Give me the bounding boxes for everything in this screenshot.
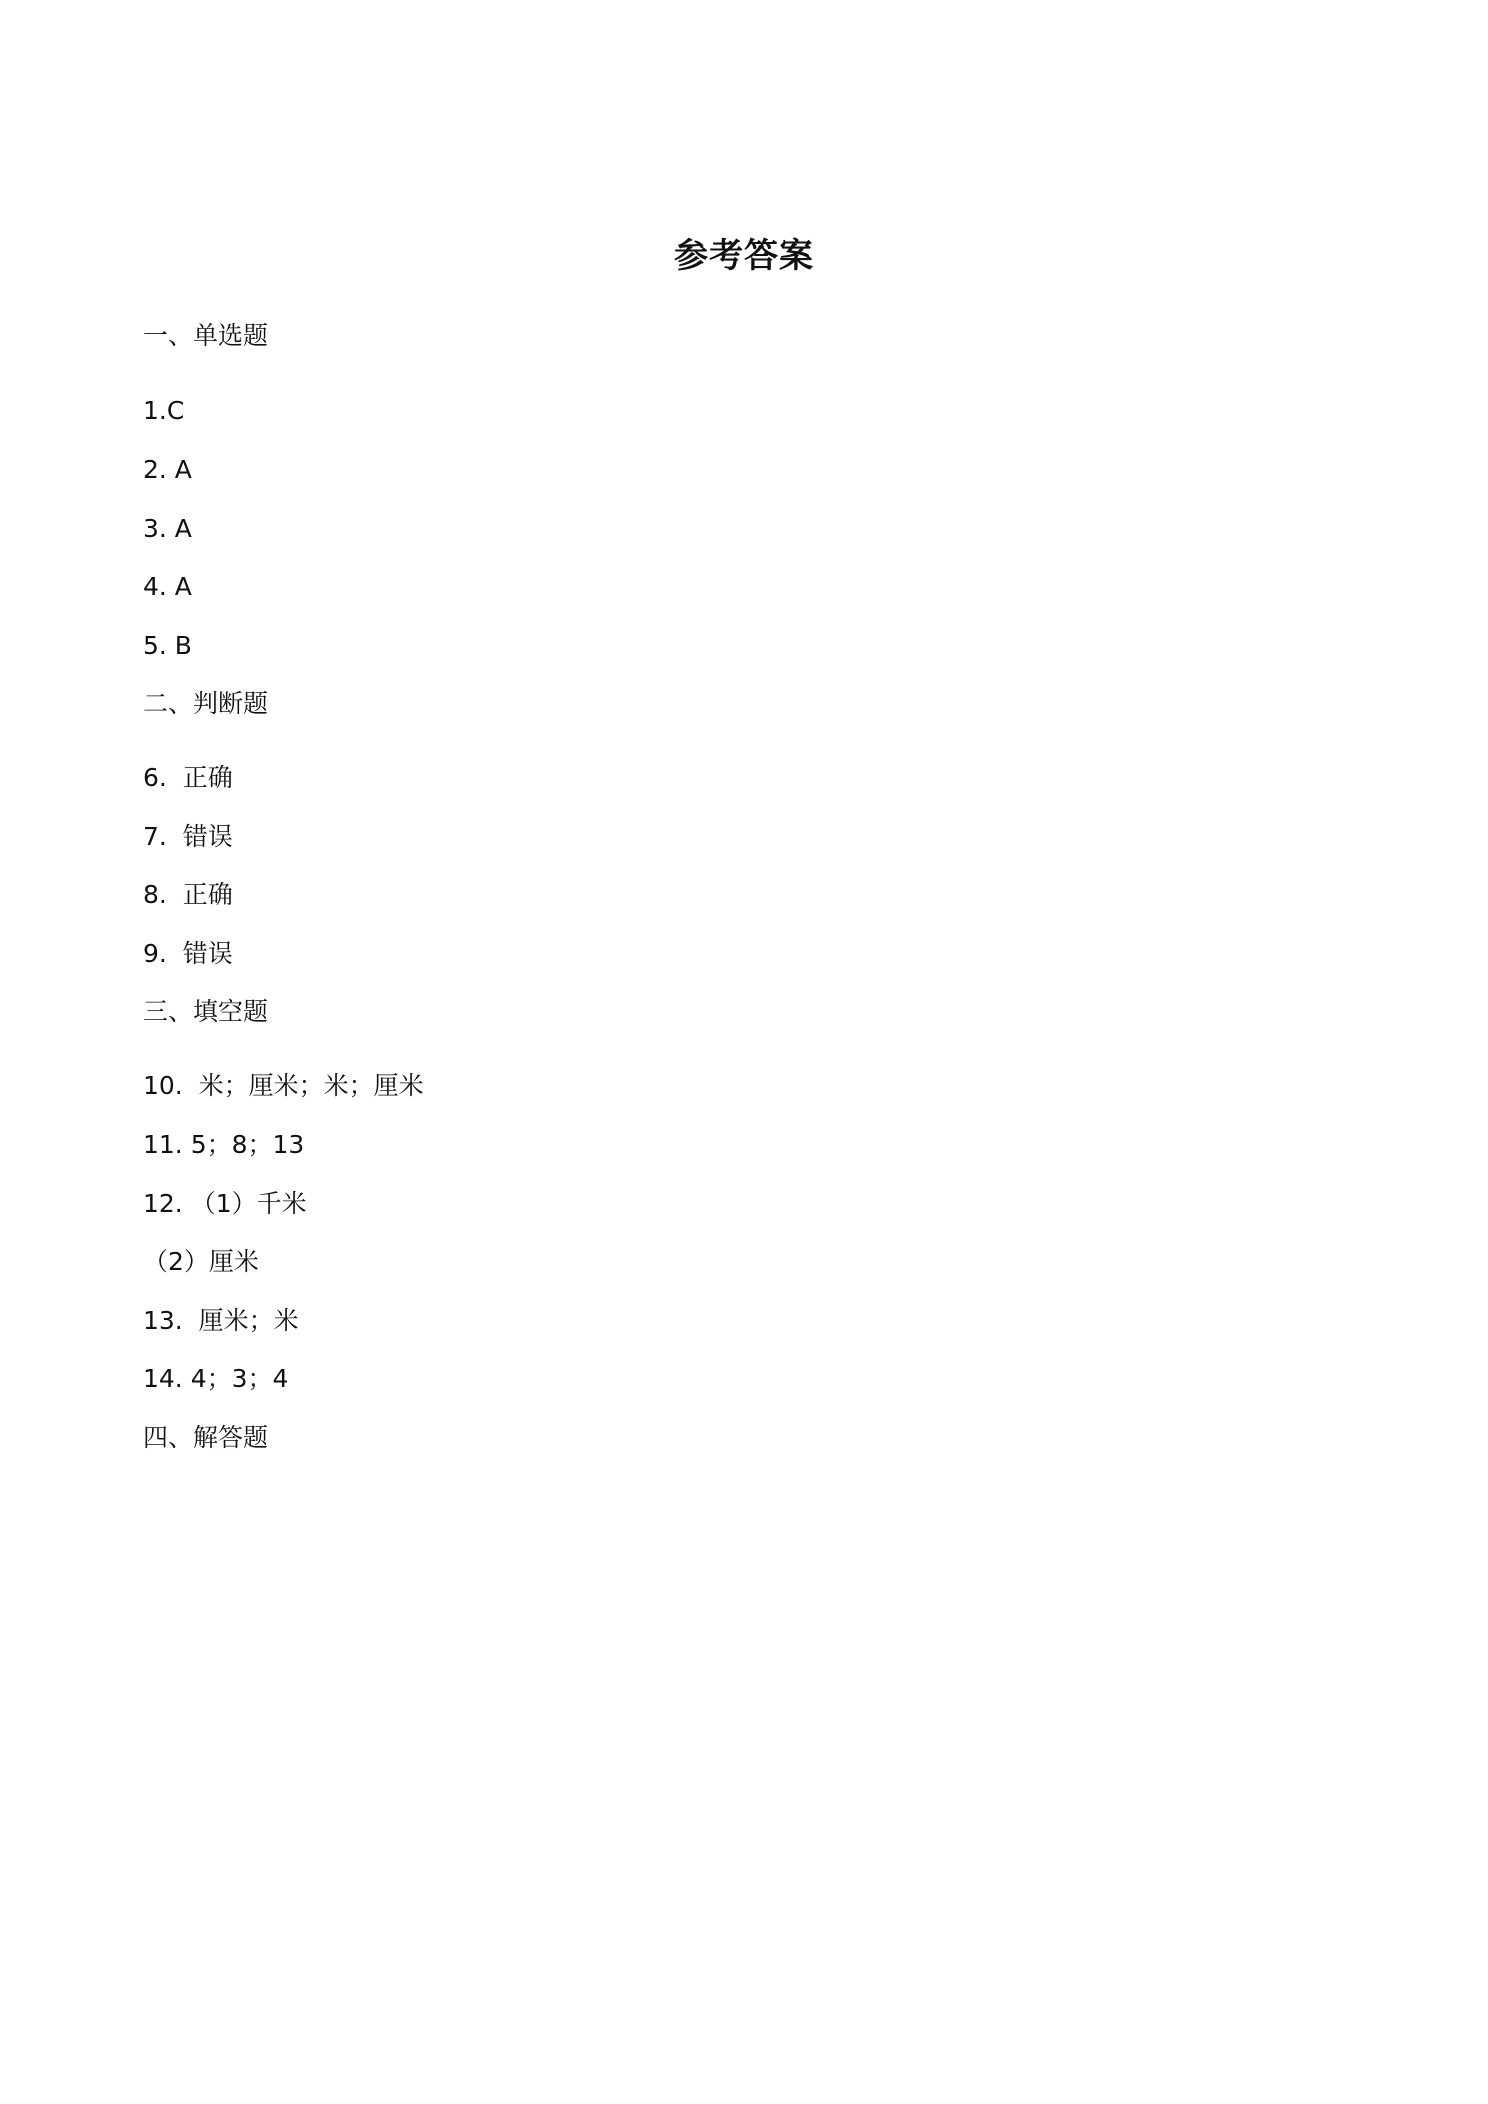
answer-item-13: 13. 厘米；米 [143, 1306, 299, 1335]
answer-item-12: 12. （1）千米 [143, 1189, 307, 1218]
section-heading-single-choice: 一、单选题 [143, 321, 269, 350]
section-heading-fill-in: 三、填空题 [143, 997, 269, 1026]
answer-item-9: 9. 错误 [143, 939, 233, 968]
page-title: 参考答案 [674, 236, 814, 276]
answer-item-4: 4. A [143, 572, 192, 601]
section-heading-true-false: 二、判断题 [143, 689, 269, 718]
answer-item-2: 2. A [143, 455, 192, 484]
answer-item-1: 1.C [143, 396, 185, 425]
answer-item-12-part-2: （2）厘米 [143, 1247, 259, 1276]
answer-item-11: 11. 5；8；13 [143, 1130, 305, 1159]
section-heading-problem-solving: 四、解答题 [143, 1423, 269, 1452]
answer-item-5: 5. B [143, 631, 192, 660]
answer-item-8: 8. 正确 [143, 880, 233, 909]
answer-item-3: 3. A [143, 514, 192, 543]
answer-item-6: 6. 正确 [143, 763, 233, 792]
answer-item-10: 10. 米；厘米；米；厘米 [143, 1071, 424, 1100]
answer-item-14: 14. 4；3；4 [143, 1364, 289, 1393]
answer-item-7: 7. 错误 [143, 822, 233, 851]
